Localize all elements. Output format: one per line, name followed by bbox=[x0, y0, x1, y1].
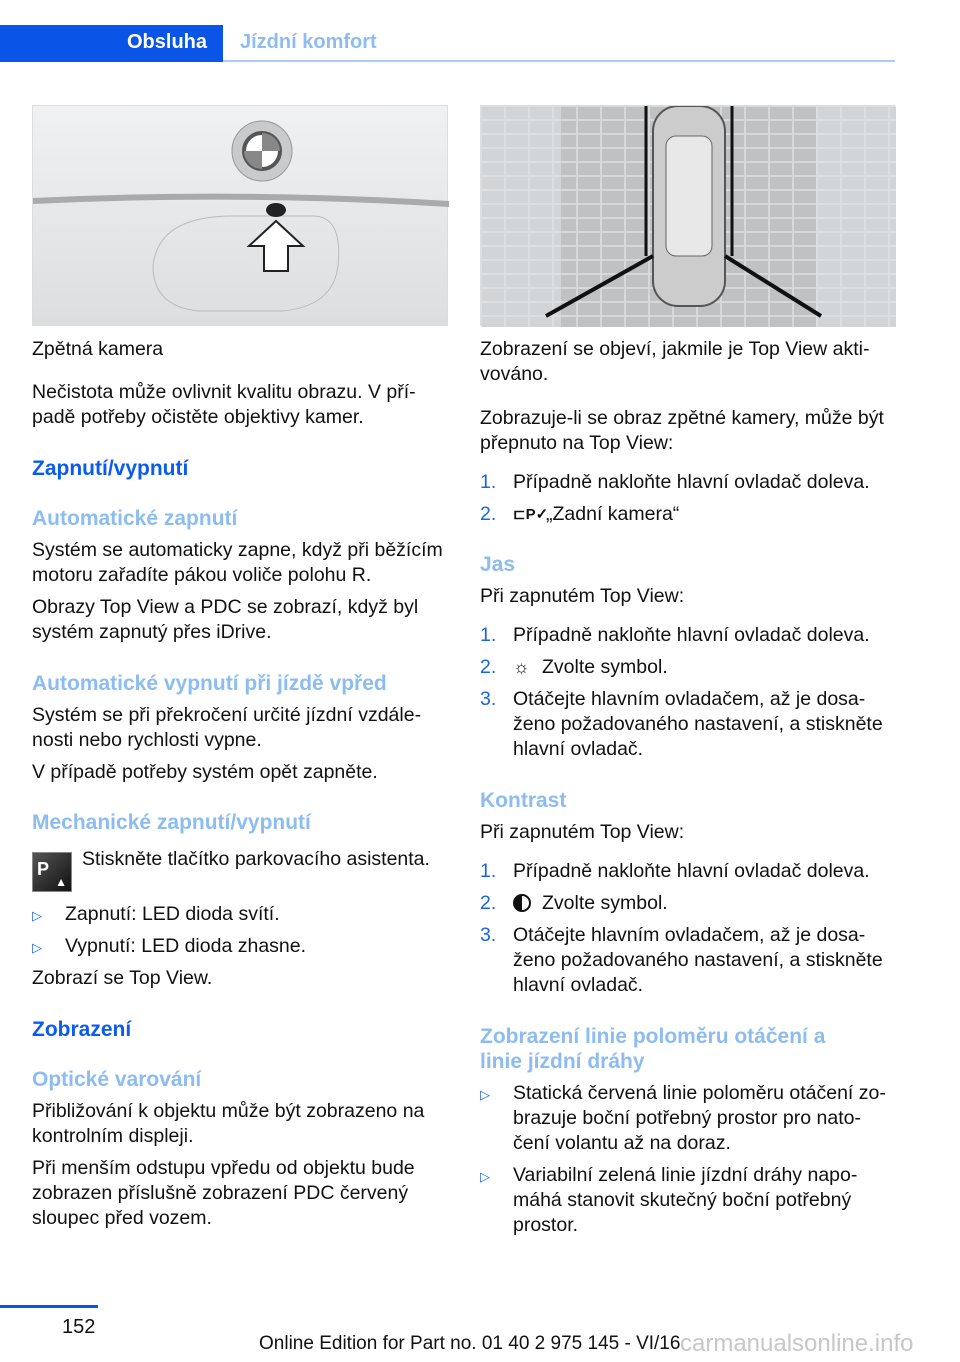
tab-obsluha[interactable]: Obsluha bbox=[0, 25, 223, 62]
paragraph: Zobrazuje-li se obraz zpětné kamery, může být přepnuto na Top View: bbox=[480, 407, 884, 454]
heading-mechanicke: Mechanické zapnutí/vypnutí bbox=[32, 811, 311, 834]
paragraph: Systém se při překročení určité jízdní vzdále- nosti nebo rychlosti vypne. bbox=[32, 704, 422, 751]
top-view-image bbox=[480, 105, 895, 326]
watermark: carmanualsonline.info bbox=[680, 1330, 914, 1357]
rear-camera-illustration bbox=[33, 106, 449, 327]
bullet-icon: ▷ bbox=[480, 1169, 490, 1184]
paragraph: Nečistota může ovlivnit kvalitu obrazu. V pří- padě potřeby očistěte objektivy kamer. bbox=[32, 381, 416, 428]
contrast-icon bbox=[513, 894, 531, 912]
footer-rule bbox=[0, 1305, 98, 1308]
rear-camera-icon: ⊏P✓ bbox=[513, 506, 549, 523]
bullet-icon: ▷ bbox=[480, 1087, 490, 1102]
header-divider bbox=[223, 60, 895, 62]
heading-zobrazeni: Zobrazení bbox=[32, 1018, 132, 1041]
heading-automaticke-vypnuti: Automatické vypnutí při jízdě vpřed bbox=[32, 672, 387, 695]
paragraph: Při zapnutém Top View: bbox=[480, 821, 685, 843]
paragraph: Stiskněte tlačítko parkovacího asistenta. bbox=[82, 848, 430, 870]
image-caption: Zpětná kamera bbox=[32, 338, 164, 360]
tab-jizdni-komfort[interactable]: Jízdní komfort bbox=[240, 31, 377, 53]
heading-jas: Jas bbox=[480, 553, 516, 576]
heading-automaticke-zapnuti: Automatické zapnutí bbox=[32, 507, 238, 530]
paragraph: Systém se automaticky zapne, když při běžícím motoru zařadíte pákou voliče polohu R. bbox=[32, 539, 443, 586]
top-view-illustration bbox=[481, 106, 896, 327]
paragraph: Při zapnutém Top View: bbox=[480, 585, 685, 607]
parking-assistant-button-icon: P ▲ bbox=[32, 852, 72, 892]
bullet-icon: ▷ bbox=[32, 940, 42, 955]
heading-zapnuti-vypnuti: Zapnutí/vypnutí bbox=[32, 457, 189, 480]
paragraph: V případě potřeby systém opět zapněte. bbox=[32, 761, 378, 783]
paragraph: Při menším odstupu vpředu od objektu bude zobrazen příslušně zobrazení PDC červený sloupec před vozem. bbox=[32, 1157, 415, 1229]
heading-opticke-varovani: Optické varování bbox=[32, 1068, 202, 1091]
brightness-icon: ☼ bbox=[513, 657, 530, 677]
paragraph: Zobrazení se objeví, jakmile je Top View akti- vováno. bbox=[480, 338, 870, 385]
rear-camera-image bbox=[32, 105, 448, 326]
heading-zobrazeni-linie: Zobrazení linie poloměru otáčení a linie jízdní dráhy bbox=[480, 1025, 826, 1073]
paragraph: Přibližování k objektu může být zobrazeno na kontrolním displeji. bbox=[32, 1100, 425, 1147]
paragraph: Zobrazí se Top View. bbox=[32, 967, 213, 989]
bullet-icon: ▷ bbox=[32, 908, 42, 923]
paragraph: Obrazy Top View a PDC se zobrazí, když byl systém zapnutý přes iDrive. bbox=[32, 596, 419, 643]
edition-text: Online Edition for Part no. 01 40 2 975 145 - VI/16 bbox=[259, 1333, 681, 1354]
heading-kontrast: Kontrast bbox=[480, 789, 567, 812]
page-number: 152 bbox=[62, 1316, 96, 1338]
